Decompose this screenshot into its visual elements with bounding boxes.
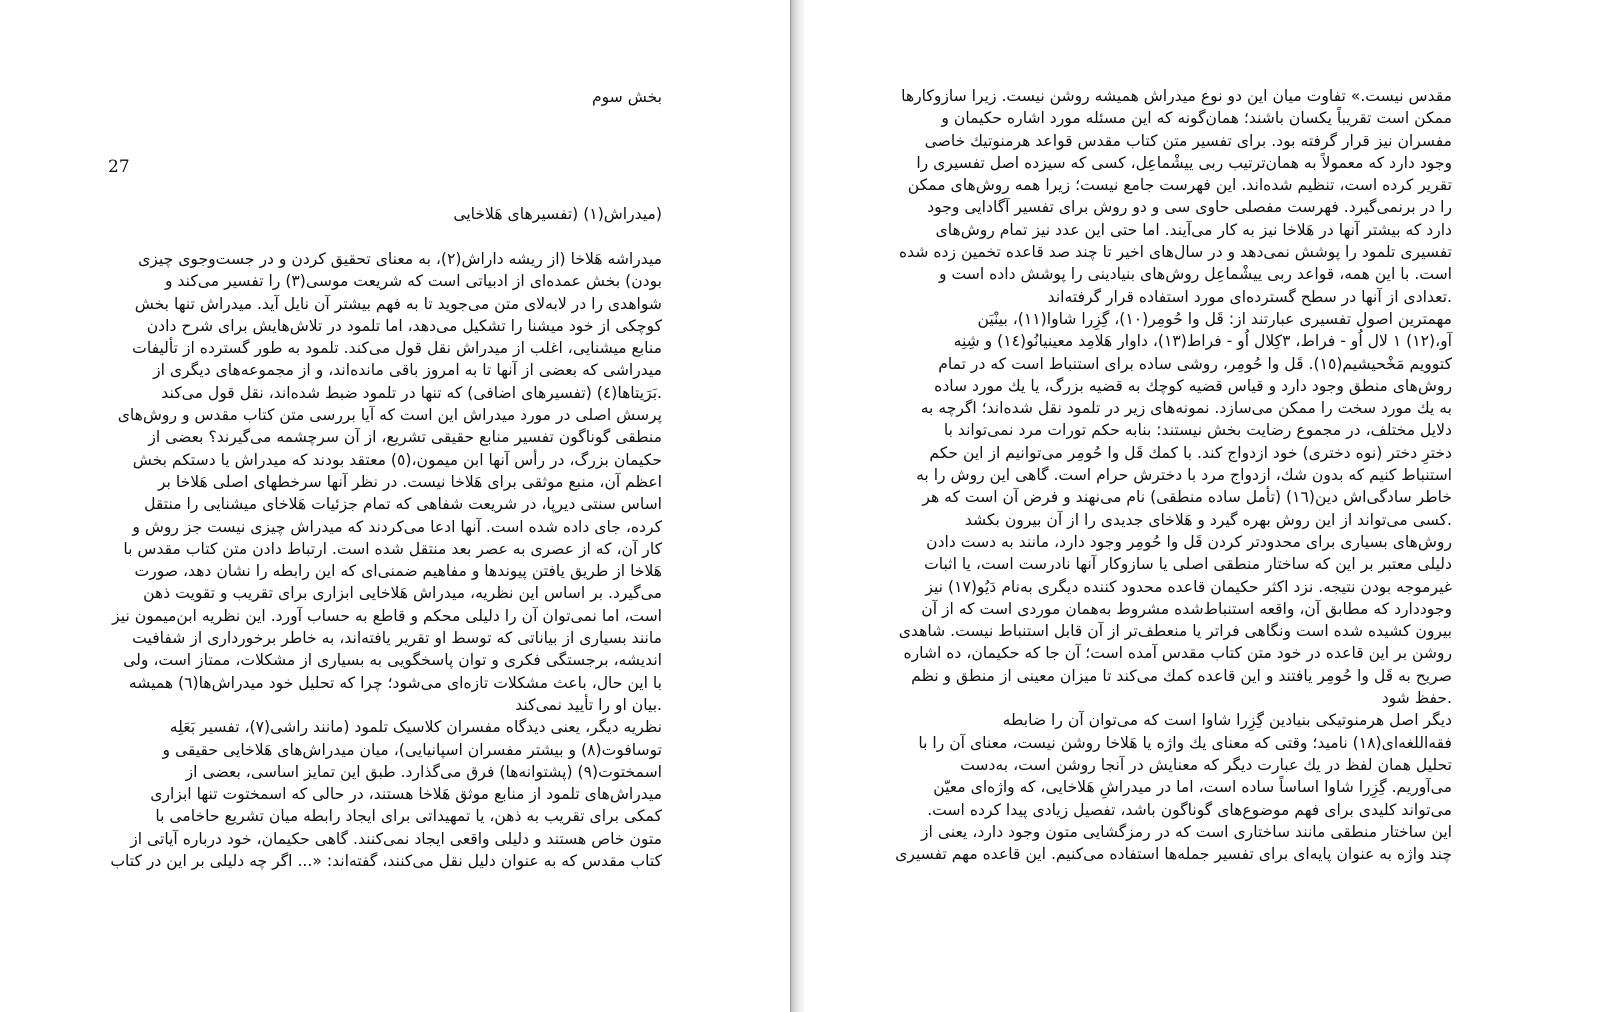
text-line: نظریه دیگر، یعنی دیدگاه مفسران کلاسیک تلمود (مانند راشی(۷)، تفسیر بَعَلِه	[169, 718, 662, 737]
text-line: دارد که بیشتر آنها در هَلاخا نیز به کار می‌آیند. اما حتی این عدد نیز تمام روش‌های	[935, 220, 1452, 239]
text-line: روش‌های منطق وجود دارد و قیاس قضیه کوچك به قضیه بزرگ، یا یك مورد ساده	[934, 376, 1452, 395]
text-line: دلایل مختلف، در مجموع رضایت بخش نیستند: بنابه حکم تورات مرد نمی‌تواند با	[943, 421, 1452, 440]
text-line: اساس سنتی دیرپا، در شریعت شفاهی که تمام جزئیات هَلاخای میشنایی را منتقل	[144, 495, 662, 514]
text-line: توسافوت(۸) و بیشتر مفسران اسپانیایی)، میان میدراش‌های هَلاخایی حقیقی و	[162, 740, 662, 759]
text-line: میدراشی که بعضی از آنها تا به امروز باقی مانده‌اند، و از مجموعه‌های دیگری از	[153, 361, 662, 380]
section-heading: (میدراش(۱) (تفسیرهای هَلاخایی	[453, 205, 662, 223]
text-line: کوچکی از خود میشنا را تشکیل می‌دهد، اما تلمود در تلاش‌هایش برای شرح دادن	[146, 316, 662, 335]
text-line: تقریر کرده است، تنظیم شده‌اند. این فهرست جامع نیست؛ زیرا همه روش‌های ممکن	[907, 176, 1452, 195]
text-line: می‌تواند کلیدی برای فهم موضوع‌های گوناگون باشد، تفصیل زیادی پیدا کرده است.	[927, 800, 1452, 819]
text-line: وجود دارد که معمولاً به همان‌ترتیب ربی ییشْماعِل، کسی که سیزده اصل تفسیری را	[916, 153, 1452, 172]
text-line: است. با این همه، قواعد ربی ییشْماعِل روش‌های بنیادینی را پوشش داده است و	[938, 265, 1452, 284]
text-line: مانند بسیاری از بیاناتی که توسط او تقریر یافته‌اند، به خاطر برخورداری از شفافیت	[132, 629, 662, 648]
right-body-text	[895, 85, 1452, 865]
text-line: روشن بر این قاعده در خود متن کتاب مقدس آمده است؛ آن جا که حکیمان، ده اشاره	[903, 644, 1452, 663]
text-line: مفسران نیز قرار گرفته بود. برای تفسیر متن کتاب مقدس قواعد هرمنوتیك خاصی	[924, 131, 1452, 150]
text-line: استنباط کنیم که بدون شك، ازدواج مرد با دخترش حرام است. گاهی این روش را به	[916, 466, 1452, 485]
text-line: تحلیل همان لفظ در یك عبارت دیگر که معنایش در آنجا روشن است، به‌دست	[960, 755, 1452, 774]
text-line: اندیشه، برجستگی فکری و توان پاسخگویی به بسیاری از مشکلات، ممتاز است، ولی	[123, 651, 662, 670]
text-line: به یك مورد سخت را ممکن می‌سازد. نمونه‌های زیر در تلمود نقل شده‌اند؛ اگرچه به	[920, 399, 1452, 418]
text-line: را در برنمی‌گیرد. فهرست مفصلی حاوی سی و دو روش برای تفسیر آگادایی وجود	[927, 198, 1452, 217]
text-line: دلیلی معتبر بر این که ساختار منطقی اصلی یا سازوکار آنها نادرست است، یا اثبات	[924, 555, 1452, 574]
text-line: شواهدی را در لابه‌لای متن می‌جوید تا به فهم بیشتر آن نایل آید. میدراش تنها بخش	[134, 294, 662, 313]
left-body-text	[110, 248, 662, 872]
text-line: می‌آوریم. گِزِرا شاوا اساساً ساده است، اما در میدراشِ هَلاخایی، که واژه‌ای معیّن	[933, 778, 1452, 797]
text-line: می‌گیرد. بر اساس این نظریه، میدراش هَلاخایی ابزاری برای تقریب و تقویت ذهن	[143, 584, 662, 603]
page-divider	[790, 0, 791, 1012]
text-line: مقدس نیست.» تفاوت میان این دو نوع میدراش همیشه روشن نیست. زیرا سازوکارها	[901, 87, 1452, 105]
text-line: این ساختار منطقی مانند ساختاری است که در رمزگشایی متون وجود دارد، یعنی از	[921, 822, 1452, 841]
text-line: پرسش اصلی در مورد میدراش این است که آیا بررسی متن کتاب مقدس و روش‌های	[117, 406, 662, 425]
text-line: منطقی گوناگون تفسیر منابع حقیقی تشریع، از آن سرچشمه می‌گیرند؟ بعضی از	[148, 428, 662, 447]
text-line: دیگر اصل هرمنوتیکی بنیادین گِزِرا شاوا است که می‌توان آن را ضابطه	[1002, 711, 1452, 730]
text-line: متون خاص هستند و دلیلی واقعی ایجاد نمی‌کنند. گاهی حکیمان، خود درباره آیاتی از	[130, 829, 662, 848]
text-line: بودن) بخش عمده‌ای از ادبیاتی است که شریعت موسی(۳) را تفسیر می‌کند و	[164, 272, 662, 291]
right-page	[804, 0, 1600, 1012]
text-line: کرده، جای داده شده است. آنها ادعا می‌کردند که میدراش چیزی نیست جز روش و	[132, 517, 662, 536]
running-header: بخش سوم	[591, 88, 662, 106]
text-line: کمکی برای تقریب به ذهن، یا تمهیداتی برای ایجاد رابطه میان تشریع حاخامی با	[155, 807, 662, 826]
text-line: روش‌های بسیاری برای محدودتر کردن قَل وا حُومِر وجود دارد، مانند به دست دادن	[926, 532, 1452, 551]
text-line: منابع میشنایی، اغلب از میدراش نقل قول می‌کند. تلمود به طور گسترده از تألیفات	[132, 339, 662, 358]
text-line: ممکن است تقریباً یکسان باشند؛ همان‌گونه که این مسئله مورد اشاره حکیمان و	[941, 109, 1452, 128]
page-number: 27	[108, 157, 130, 177]
text-line: خاطر سادگی‌اش دین(۱٦) (تأمل ساده منطقی) نام می‌نهند و فرض آن است که هر	[922, 488, 1452, 507]
text-line: غیرموجه بودن نتیجه. نزد اکثر حکیمان قاعده محدود کننده دیگری به‌نام دَیُو(۱۷) نیز	[925, 577, 1452, 596]
text-line: صریح به قَل وا حُومِر یافتند و این قاعده کمك می‌کند تا میزان معینی از منطق و نظم	[911, 666, 1452, 685]
text-line: کار آن، که از عصری به عصر بعد منتقل شده است. ارتباط دادن متن کتاب مقدس با	[123, 539, 662, 558]
left-page	[0, 0, 790, 1012]
text-line: وجوددارد که مطابق آن، واقعه استنباط‌شده مشروط به‌همان موردی است که از آن	[921, 599, 1452, 618]
text-line: .بَرَیتاها(٤) (تفسیرهای اضافی) که تنها در تلمود ضبط شده‌اند، نقل قول می‌کند	[161, 383, 662, 402]
text-line: دخترِ دختر (نوه دختری) خود ازدواج کند. با کمك قَل وا حُومِر می‌توانیم از این حکم	[929, 443, 1452, 462]
text-line: میدراشه هَلاخا (از ریشه داراش(۲)، به معنای تحقیق کردن و در جست‌وجوی چیزی	[138, 250, 662, 268]
text-line: آو،(۱۲) ۱ لال اُو - فراط، ۳کِلال اُو - فراط(۱۳)، داوار هَلامِد معینیانُو(۱٤) و شِنِه	[953, 332, 1452, 351]
text-line: .بیان او را تأیید نمی‌کند	[515, 695, 662, 714]
text-line: فقه‌اللغه‌ای(۱۸) نامید؛ وقتی که معنای یك واژه یا هَلاخا روشن نیست، معنای آن را با	[918, 733, 1452, 752]
text-line: .تعدادی از آنها در سطح گسترده‌ای مورد استفاده قرار گرفته‌اند	[1047, 287, 1452, 306]
text-line: کتاب مقدس که به عنوان دلیل نقل می‌کنند، گفته‌اند: «... اگر چه دلیلی بر این در کتاب	[110, 852, 662, 871]
text-line: تفسیری تلمود را پوشش نمی‌دهد و در سال‌های اخیر تا چند صد قاعده تخمین زده شده	[898, 243, 1452, 262]
text-line: بیرون کشیده شده است ونگاهی فراتر یا منعطف‌تر از آن قابل استنباط نیست. شاهدی	[898, 622, 1452, 641]
text-line: است، اما نمی‌توان آن را دلیلی محکم و قاطع به حساب آورد. این نظریه ابن‌میمون نیز	[112, 606, 662, 625]
text-line: اسمختوت(۹) (پشتوانه‌ها) فرق می‌گذارد. طبق این تمایز اساسی، بعضی از	[185, 762, 662, 781]
text-line: مهمترین اصول تفسیری عبارتند از: قَل وا حُومِر(۱۰)، گِزِرا شاوا(۱۱)، بینْیَن	[977, 309, 1452, 328]
text-line: هَلاخا از طریق یافتن پیوندها و مفاهیم ضمنی‌ای که این رابطه را نشان دهد، صورت	[134, 562, 662, 581]
text-line: .کسی می‌تواند از این روش بهره گیرد و هَلاخای جدیدی را از آن بیرون بکشد	[964, 510, 1452, 529]
text-line: با این حال، باعث مشکلات تازه‌ای می‌شود؛ چرا که تحلیل خود میدراش‌ها(٦) همیشه	[128, 673, 662, 692]
text-line: حکیمان بزرگ، در رأس آنها ابن میمون،(٥) معتقد بودند که میدراش یا دستکم بخش	[132, 450, 662, 469]
text-line: اعظم آن، منبع موثقی برای هَلاخا نیست. در نظر آنها سرخطهای اصلی هَلاخا بر	[157, 472, 662, 491]
text-line: میدراش‌های تلمود از منابع موثق هَلاخا هستند، در حالی که اسمختوت تنها ابزاری	[150, 785, 662, 804]
text-line: .حفظ شود	[1381, 689, 1452, 708]
text-line: چند واژه به عنوان پایه‌ای برای تفسیر جمله‌ها استفاده می‌کنیم. این قاعده مهم تفسیری	[895, 845, 1452, 864]
page-gutter	[790, 0, 804, 1012]
text-line: کتوویم مَخْحیشیم(۱٥). قَل وا حُومِر، روشی ساده برای استنباط است که در تمام	[938, 354, 1452, 373]
